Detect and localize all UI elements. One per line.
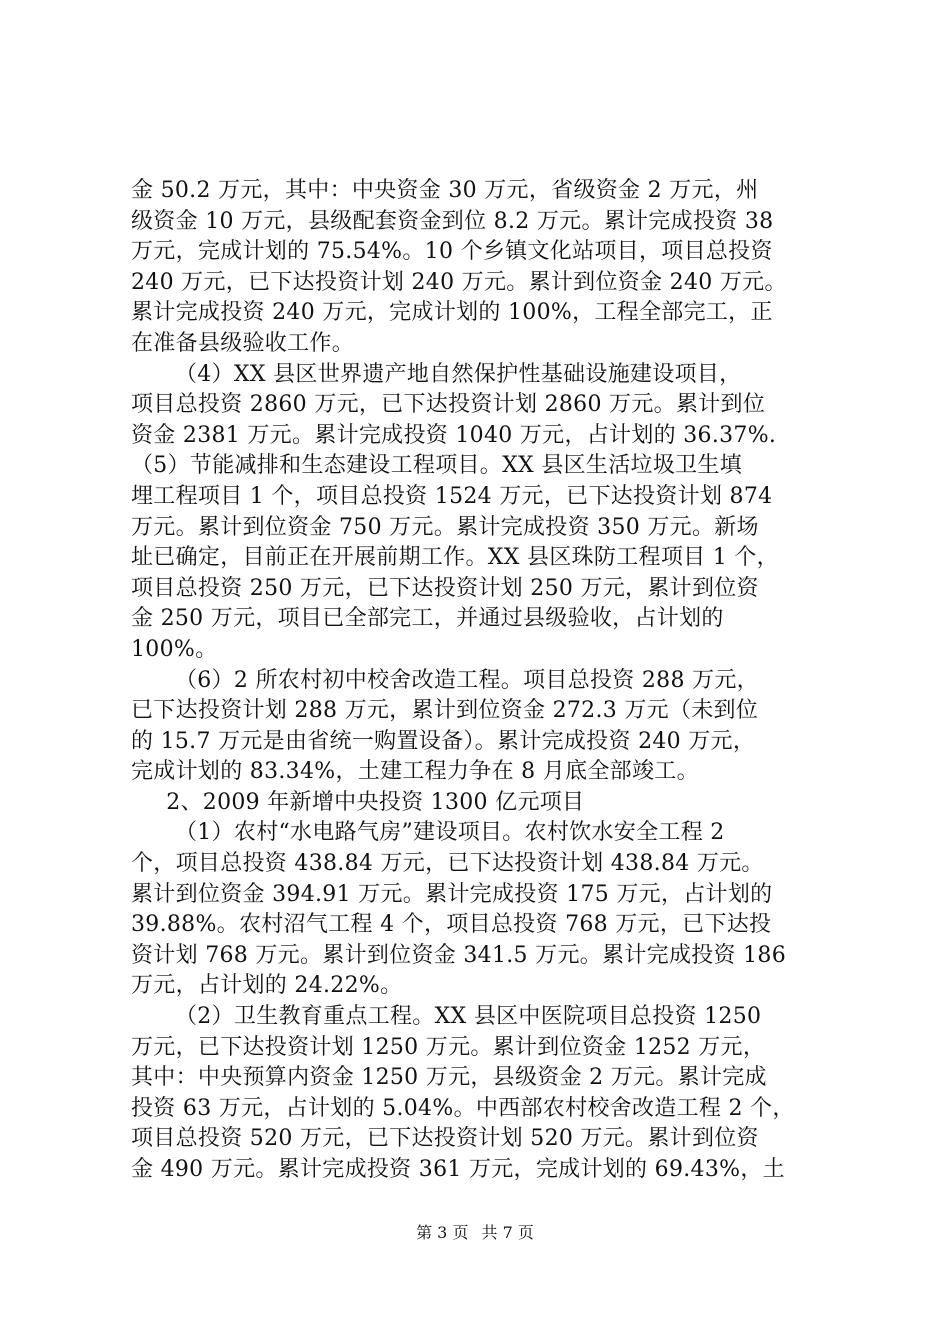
section-heading: 2、2009 年新增中央投资 1300 亿元项目 (166, 789, 585, 815)
text-line: 万元，完成计划的 75.54%。10 个乡镇文化站项目，项目总投资 (131, 239, 773, 265)
text-line: 其中：中央预算内资金 1250 万元，县级资金 2 万元。累计完成 (131, 1065, 767, 1091)
document-body (131, 176, 831, 1186)
text-line: 金 250 万元，项目已全部完工，并通过县级验收，占计划的 (131, 606, 724, 632)
text-line: 39.88%。农村沼气工程 4 个，项目总投资 768 万元，已下达投 (131, 912, 772, 938)
text-line: （6）2 所农村初中校舍改造工程。项目总投资 288 万元， (175, 667, 759, 693)
text-line: （2）卫生教育重点工程。XX 县区中医院项目总投资 1250 (175, 1004, 762, 1030)
text-line: 址已确定，目前正在开展前期工作。XX 县区珠防工程项目 1 个， (131, 545, 779, 571)
text-line: （5）节能减排和生态建设工程项目。XX 县区生活垃圾卫生填 (131, 453, 743, 479)
text-line: 已下达投资计划 288 万元，累计到位资金 272.3 万元（未到位 (131, 698, 759, 724)
text-line: 万元，已下达投资计划 1250 万元。累计到位资金 1252 万元， (131, 1034, 766, 1060)
text-line: 在准备县级验收工作。 (131, 330, 355, 356)
text-line: 金 50.2 万元，其中：中央资金 30 万元，省级资金 2 万元，州 (131, 178, 759, 203)
text-line: 项目总投资 250 万元，已下达投资计划 250 万元，累计到位资 (131, 575, 759, 601)
text-line: 资计划 768 万元。累计到位资金 341.5 万元。累计完成投资 186 (131, 942, 787, 968)
text-line: （4）XX 县区世界遗产地自然保护性基础设施建设项目， (175, 361, 742, 387)
text-line: 万元。累计到位资金 750 万元。累计完成投资 350 万元。新场 (131, 514, 759, 540)
text-line: 240 万元，已下达投资计划 240 万元。累计到位资金 240 万元。 (131, 269, 787, 295)
text-line: 100%。 (131, 636, 218, 662)
text-line: 埋工程项目 1 个，项目总投资 1524 万元，已下达投资计划 874 (131, 483, 773, 509)
text-line: 金 490 万元。累计完成投资 361 万元，完成计划的 69.43%，土 (131, 1157, 785, 1182)
page-number: 第 3 页 (416, 1223, 469, 1242)
text-line: 项目总投资 2860 万元，已下达投资计划 2860 万元。累计到位 (131, 392, 766, 418)
text-line: 级资金 10 万元，县级配套资金到位 8.2 万元。累计完成投资 38 (131, 208, 774, 234)
text-line: 累计到位资金 394.91 万元。累计完成投资 175 万元，占计划的 (131, 881, 773, 907)
text-line: 累计完成投资 240 万元，完成计划的 100%，工程全部完工，正 (131, 300, 773, 326)
text-line: 投资 63 万元，占计划的 5.04%。中西部农村校舍改造工程 2 个， (131, 1095, 795, 1121)
text-line: 的 15.7 万元是由省统一购置设备）。累计完成投资 240 万元， (131, 728, 756, 754)
text-line: 完成计划的 83.34%，土建工程力争在 8 月底全部竣工。 (131, 759, 699, 785)
text-line: 资金 2381 万元。累计完成投资 1040 万元，占计划的 36.37%. (131, 422, 777, 448)
page-footer (0, 1220, 950, 1243)
text-line: 万元，占计划的 24.22%。 (131, 973, 403, 999)
text-line: （1）农村“水电路气房”建设项目。农村饮水安全工程 2 (175, 820, 725, 846)
page-total: 共 7 页 (481, 1223, 534, 1242)
text-line: 项目总投资 520 万元，已下达投资计划 520 万元。累计到位资 (131, 1126, 759, 1152)
text-line: 个，项目总投资 438.84 万元，已下达投资计划 438.84 万元。 (131, 851, 764, 877)
